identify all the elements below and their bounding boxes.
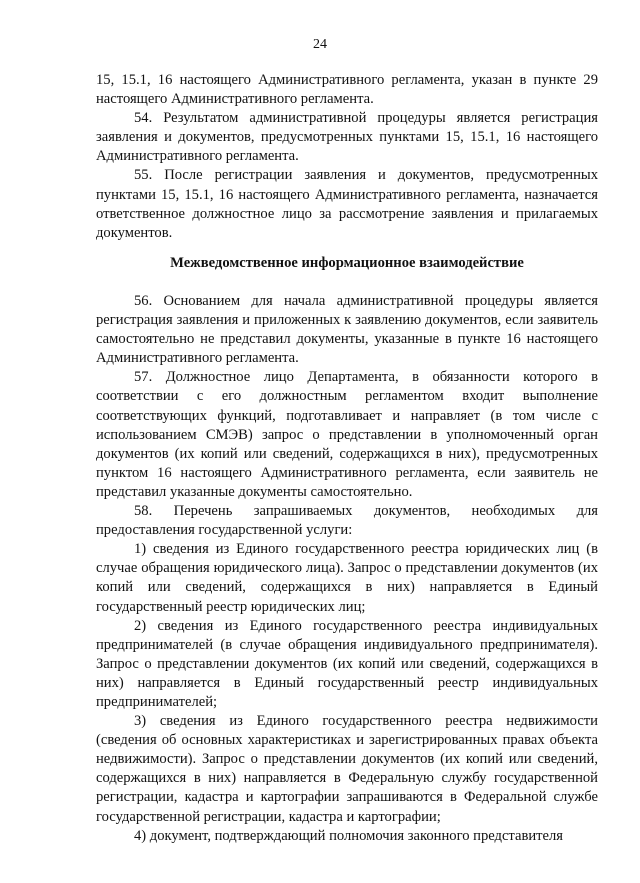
list-item-2: 2) сведения из Единого государственного реестра индивидуальных предпринимателей (в случае обращения индивидуального предпринимателя). Запрос о представлении документов (их копий или сведений, содержащихся в них) направляется в Единый государственный реестр индивидуальных предпринимателей; (96, 617, 598, 710)
paragraph-57: 57. Должностное лицо Департамента, в обязанности которого в соответствии с его должностным регламентом входит выполнение соответствующих функций, подготавливает и направляет (в том числе с использованием СМЭВ) запрос о представлении в уполномоченный орган документов (их копий или сведений, содержащихся в них), предусмотренных пунктом 16 настоящего Административного регламента, если заявитель не представил указанные документы самостоятельно. (96, 369, 598, 500)
text-block-top (96, 71, 598, 243)
paragraph-continuation: 15, 15.1, 16 настоящего Административного регламента, указан в пункте 29 настоящего Административного регламента. (96, 72, 598, 108)
text-block-main (96, 292, 598, 846)
paragraph-54: 54. Результатом административной процедуры является регистрация заявления и документов, предусмотренных пунктами 15, 15.1, 16 настоящего Административного регламента. (96, 110, 598, 165)
list-item-3: 3) сведения из Единого государственного реестра недвижимости (сведения об основных характеристиках и зарегистрированных правах объекта недвижимости). Запрос о представлении документов (их копий или сведений, содержащихся в них) направляется в Федеральную службу государственной регистрации, кадастра и картографии запрашиваются в Федеральной службе государственной регистрации, кадастра и картографии; (96, 713, 598, 825)
list-item-4: 4) документ, подтверждающий полномочия законного представителя (134, 827, 564, 844)
section-heading: Межведомственное информационное взаимодействие (170, 255, 524, 271)
page-number: 24 (313, 37, 327, 52)
paragraph-55: 55. После регистрации заявления и документов, предусмотренных пунктами 15, 15.1, 16 настоящего Административного регламента, назначается ответственное должностное лицо за рассмотрение заявления и прилагаемых документов. (96, 167, 598, 241)
paragraph-58: 58. Перечень запрашиваемых документов, необходимых для предоставления государственной услуги: (96, 503, 598, 539)
list-item-1: 1) сведения из Единого государственного реестра юридических лиц (в случае обращения юридического лица). Запрос о представлении документов (их копий или сведений, содержащихся в них) направляется в Единый государственный реестр юридических лиц; (96, 541, 598, 615)
paragraph-56: 56. Основанием для начала административной процедуры является регистрация заявления и приложенных к заявлению документов, если заявитель самостоятельно не представил документы, указанные в пункте 16 настоящего Административного регламента. (96, 293, 598, 367)
